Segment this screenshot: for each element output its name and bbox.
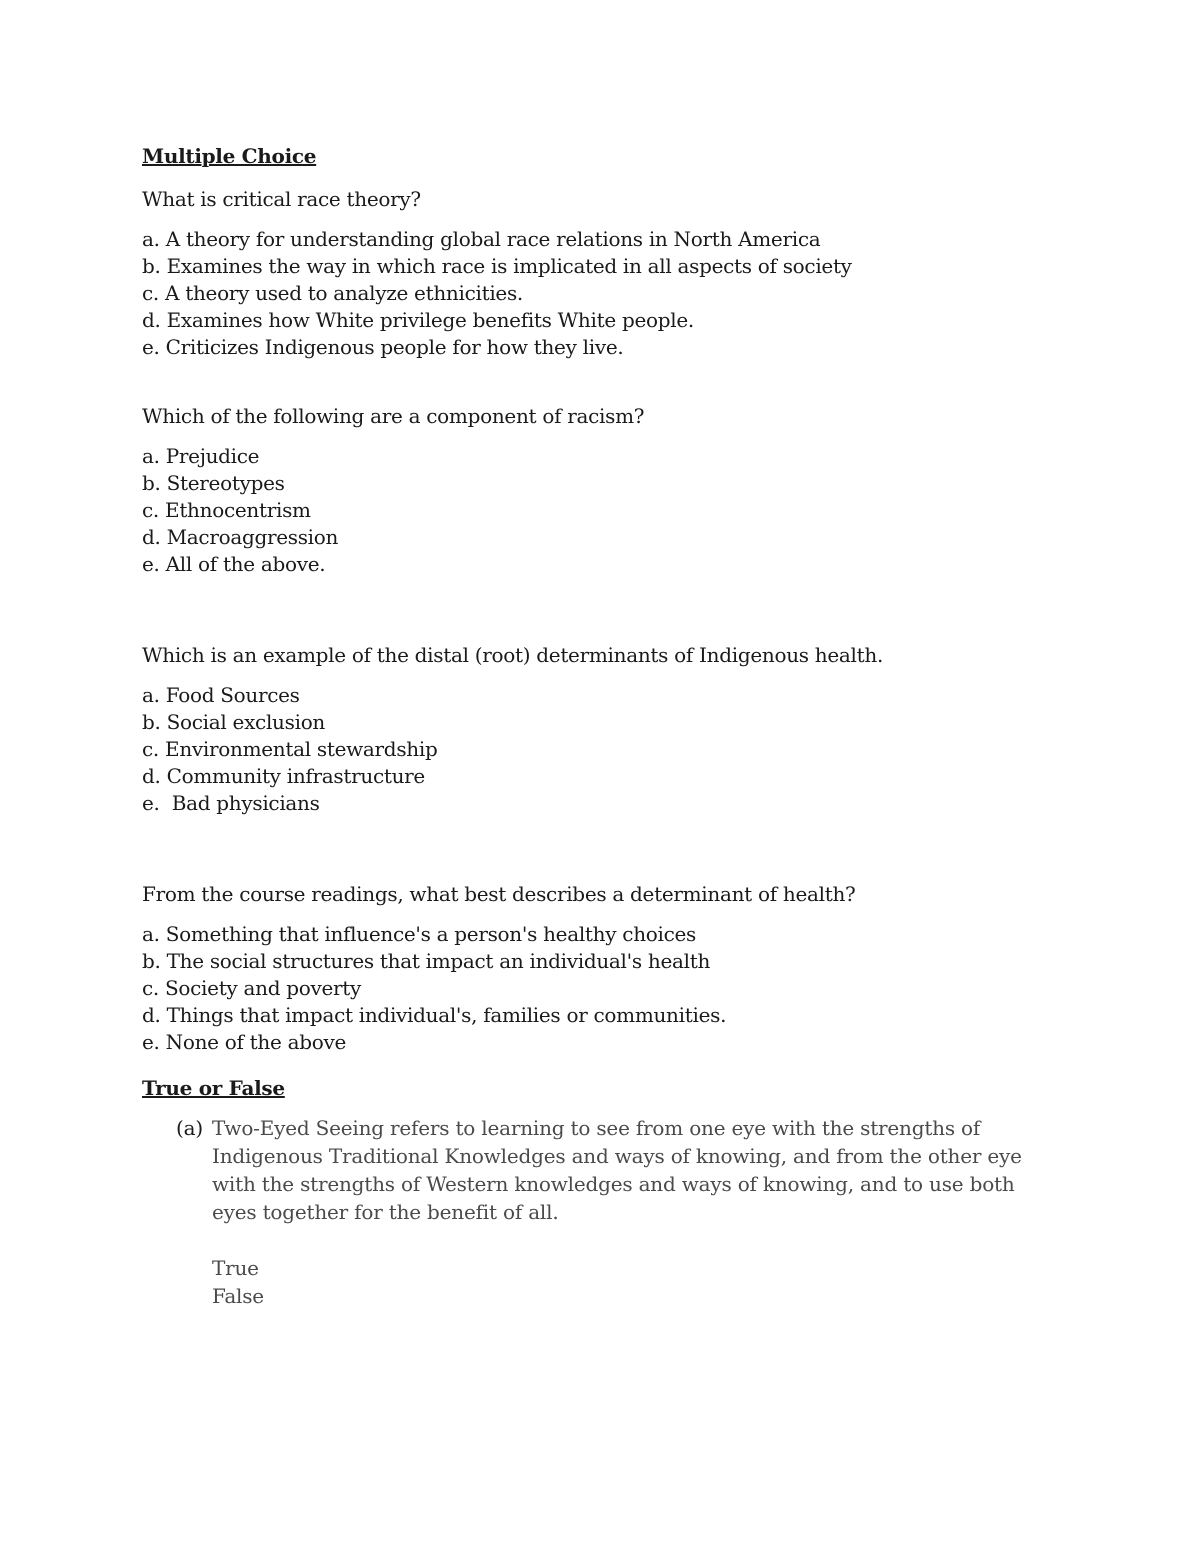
answer-option: e. Bad physicians [142,791,320,815]
answer-options [142,226,1062,361]
answer-option: b. Stereotypes [142,471,285,495]
question-text: What is critical race theory? [142,187,421,211]
answer-option: c. Ethnocentrism [142,498,311,522]
answer-option: b. The social structures that impact an individual's health [142,949,711,973]
choice-false: False [212,1284,264,1308]
answer-option: e. Criticizes Indigenous people for how they live. [142,335,624,359]
question-text: From the course readings, what best describes a determinant of health? [142,882,856,906]
answer-option: d. Community infrastructure [142,764,425,788]
answer-option: e. None of the above [142,1030,346,1054]
true-false-choices [212,1254,1052,1310]
question-text: Which is an example of the distal (root) determinants of Indigenous health. [142,643,884,667]
answer-option: a. Something that influence's a person's healthy choices [142,922,697,946]
question-text: Which of the following are a component of racism? [142,404,645,428]
answer-options [142,443,1062,578]
true-false-item [142,1114,1052,1310]
answer-option: b. Social exclusion [142,710,326,734]
answer-option: d. Macroaggression [142,525,339,549]
item-marker: (a) [176,1116,203,1140]
choice-true: True [212,1256,259,1280]
answer-options [142,921,1062,1056]
answer-option: a. A theory for understanding global race relations in North America [142,227,821,251]
answer-option: c. Environmental stewardship [142,737,438,761]
answer-option: a. Food Sources [142,683,300,707]
answer-option: a. Prejudice [142,444,260,468]
answer-option: d. Examines how White privilege benefits White people. [142,308,694,332]
statement-text: Two-Eyed Seeing refers to learning to see from one eye with the strengths of Indigenous Traditional Knowledges and ways of knowing, and from the other eye with the strengths of Western knowledges and ways of knowing, and to use both eyes together for the benefit of all. [212,1116,1022,1224]
section-heading-multiple-choice: Multiple Choice [142,144,317,168]
answer-option: d. Things that impact individual's, families or communities. [142,1003,727,1027]
answer-option: b. Examines the way in which race is implicated in all aspects of society [142,254,852,278]
section-heading-true-false: True or False [142,1076,285,1100]
answer-option: c. A theory used to analyze ethnicities. [142,281,523,305]
answer-options [142,682,1062,817]
answer-option: e. All of the above. [142,552,326,576]
answer-option: c. Society and poverty [142,976,362,1000]
document-page [142,138,1062,1310]
